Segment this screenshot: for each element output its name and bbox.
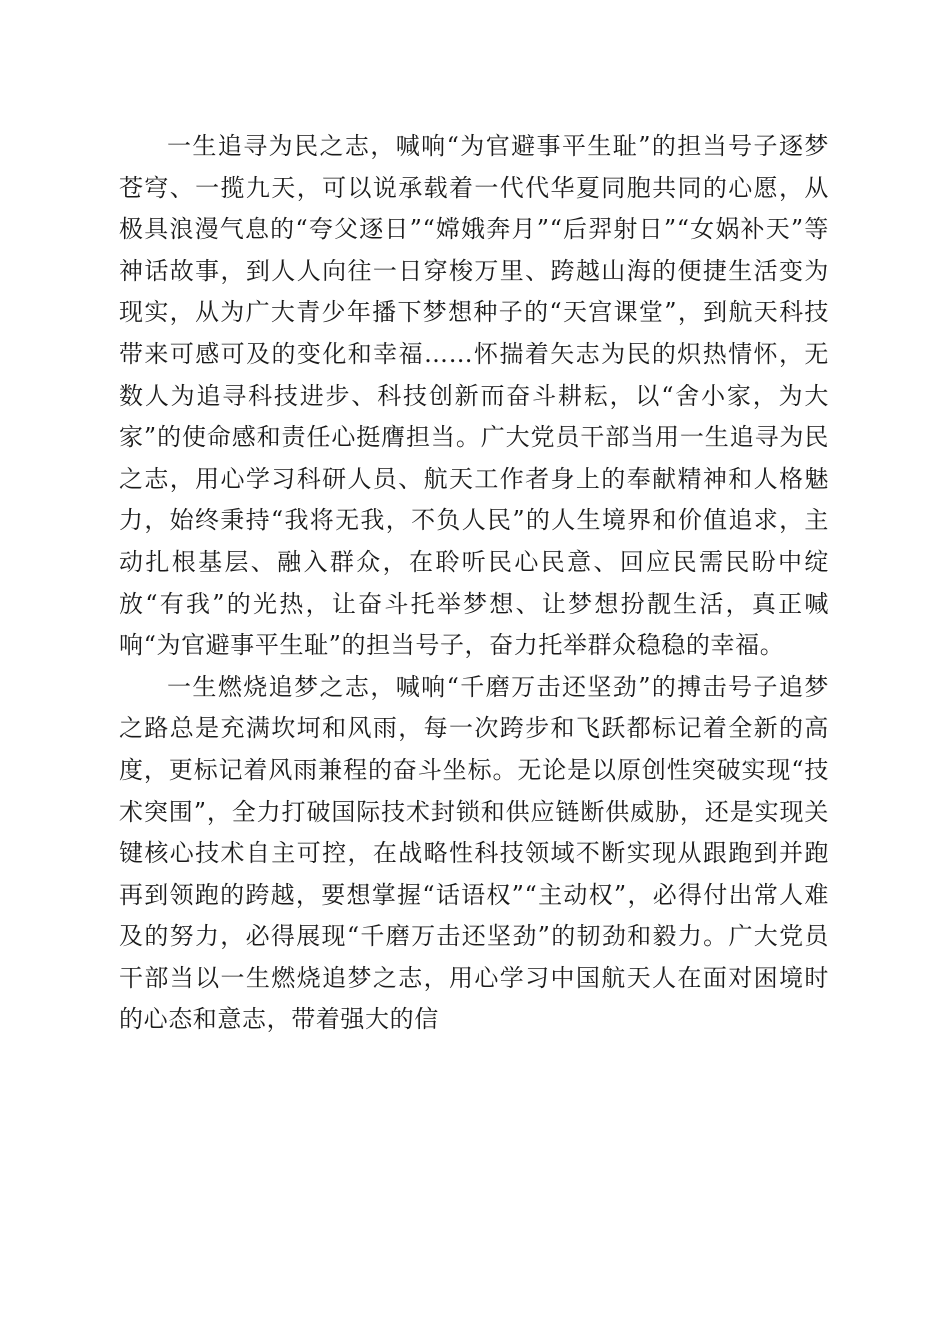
paragraph-1: 一生追寻为民之志，喊响“为官避事平生耻”的担当号子逐梦苍穹、一揽九天，可以说承载着一代代华夏同胞共同的心愿，从极具浪漫气息的“夸父逐日”“嫦娥奔月”“后羿射日”“女娲补天”等神话故事，到人人向往一日穿梭万里、跨越山海的便捷生活变为现实，从为广大青少年播下梦想种子的“天宫课堂”，到航天科技带来可感可及的变化和幸福……怀揣着矢志为民的炽热情怀，无数人为追寻科技进步、科技创新而奋斗耕耘，以“舍小家，为大家”的使命感和责任心挺膺担当。广大党员干部当用一生追寻为民之志，用心学习科研人员、航天工作者身上的奉献精神和人格魅力，始终秉持“我将无我，不负人民”的人生境界和价值追求，主动扎根基层、融入群众，在聆听民心民意、回应民需民盼中绽放“有我”的光热，让奋斗托举梦想、让梦想扮靓生活，真正喊响“为官避事平生耻”的担当号子，奋力托举群众稳稳的幸福。 — [119, 132, 829, 660]
paragraph-2: 一生燃烧追梦之志，喊响“千磨万击还坚劲”的搏击号子追梦之路总是充满坎坷和风雨，每一次跨步和飞跃都标记着全新的高度，更标记着风雨兼程的奋斗坐标。无论是以原创性突破实现“技术突围”，全力打破国际技术封锁和供应链断供威胁，还是实现关键核心技术自主可控，在战略性科技领域不断实现从跟跑到并跑再到领跑的跨越，要想掌握“话语权”“主动权”，必得付出常人难及的努力，必得展现“千磨万击还坚劲”的韧劲和毅力。广大党员干部当以一生燃烧追梦之志，用心学习中国航天人在面对困境时的心态和意志，带着强大的信 — [119, 672, 829, 1034]
document-body — [119, 126, 829, 1041]
